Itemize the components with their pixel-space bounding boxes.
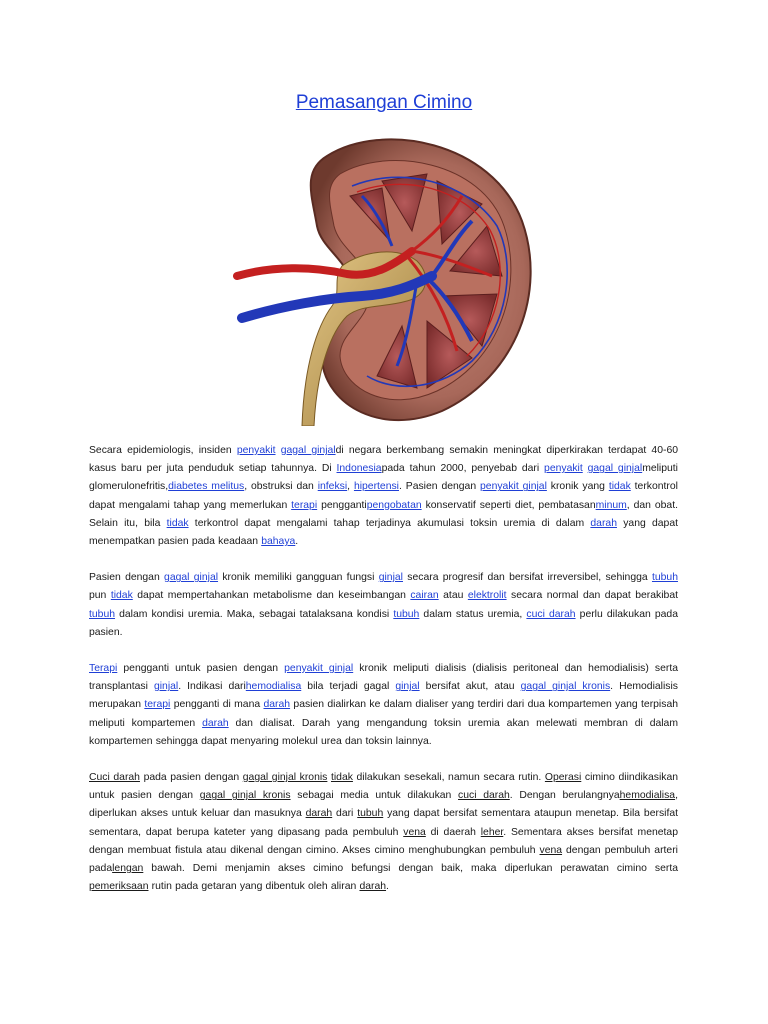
inline-link[interactable]: darah [202,717,229,729]
inline-link[interactable]: penyakit ginjal [284,663,354,675]
inline-link[interactable]: terapi [291,499,318,511]
inline-link[interactable]: pengobatan [366,499,422,511]
inline-link[interactable]: tidak [166,517,189,529]
inline-link[interactable]: tubuh [651,572,678,584]
underlined-term: pemeriksaan [89,881,149,893]
underlined-term: vena [403,826,426,838]
underlined-term: Cuci darah [89,772,140,784]
article-body [89,442,678,914]
inline-link[interactable]: infeksi [317,481,348,493]
inline-link[interactable]: gagal ginjal [164,572,219,584]
inline-link[interactable]: ginjal [153,681,179,693]
underlined-term: darah [359,881,387,893]
paragraph-1: Secara epidemiologis, insiden penyakit gagal ginjaldi negara berkembang semakin meningkat diperkirakan terdapat 40-60 kasus baru per juta penduduk setiap tahunnya. Di Indonesiapada tahun 2000, penyebab dari penyakit gagal ginjalmeliputi glomerulonefritis,diabetes melitus, obstruksi dan infeksi, hipertensi. Pasien dengan penyakit ginjal kronik yang tidak terkontrol dapat mengalami tahap yang memerlukan terapi penggantipengobatan konservatif seperti diet, pembatasanminum, dan obat. Selain itu, bila tidak terkontrol dapat mengalami tahap terjadinya akumulasi toksin uremia di dalam darah yang dapat menempatkan pasien pada keadaan bahaya. [89,445,679,548]
inline-link[interactable]: ginjal [395,681,420,693]
underlined-term: tidak [330,772,353,784]
paragraph-3: Terapi pengganti untuk pasien dengan penyakit ginjal kronik meliputi dialisis (dialisis peritoneal dan hemodialisis) serta transplantasi ginjal. Indikasi darihemodialisa bila terjadi gagal ginjal bersifat akut, atau gagal ginjal kronis. Hemodialisis merupakan terapi pengganti di mana darah pasien dialirkan ke dalam dialiser yang terdiri dari dua kompartemen yang terpisah meliputi kompartemen darah dan dialisat. Darah yang mengandung toksin uremia akan melewati membran di dalam kompartemen sehingga dapat menyaring molekul urea dan toksin lainnya. [89,663,678,747]
inline-link[interactable]: ginjal [378,572,403,584]
inline-link[interactable]: cuci darah [526,608,576,620]
inline-link[interactable]: tubuh [89,608,116,620]
paragraph-2: Pasien dengan gagal ginjal kronik memiliki gangguan fungsi ginjal secara progresif dan bersifat irreversibel, sehingga tubuh pun tidak dapat mempertahankan metabolisme dan keseimbangan cairan atau elektrolit secara normal dan dapat berakibat tubuh dalam kondisi uremia. Maka, sebagai tatalaksana kondisi tubuh dalam status uremia, cuci darah perlu dilakukan pada pasien. [89,572,678,638]
underlined-term: lengan [112,863,144,875]
inline-link[interactable]: tidak [608,481,631,493]
inline-link[interactable]: gagal ginjal [280,445,336,456]
inline-link[interactable]: Indonesia [336,463,382,475]
inline-link[interactable]: minum [595,499,627,511]
inline-link[interactable]: penyakit ginjal [480,481,547,493]
underlined-term: gagal ginjal kronis [242,772,328,784]
kidney-illustration [232,126,542,426]
inline-link[interactable]: darah [263,699,291,711]
inline-link[interactable]: bahaya [261,536,296,548]
underlined-term: tubuh [357,808,384,820]
underlined-term: leher [480,826,504,838]
inline-link[interactable]: hipertensi [353,481,399,493]
paragraph-4: Cuci darah pada pasien dengan gagal ginjal kronis tidak dilakukan sesekali, namun secara rutin. Operasi cimino diindikasikan untuk pasien dengan gagal ginjal kronis sebagai media untuk dilakukan cuci darah. Dengan berulangnyahemodialisa, diperlukan akses untuk keluar dan masuknya darah dari tubuh yang dapat bersifat sementara ataupun menetap. Bila bersifat sementara, dapat berupa kateter yang dipasang pada pembuluh vena di daerah leher. Sementara akses bersifat menetap dengan membuat fistula atau dikenal dengan cimino. Akses cimino menghubungkan pembuluh vena dengan pembuluh arteri padalengan bawah. Demi menjamin akses cimino befungsi dengan baik, maka diperlukan perawatan cimino serta pemeriksaan rutin pada getaran yang dibentuk oleh aliran darah. [89,772,679,893]
inline-link[interactable]: cairan [410,590,439,602]
inline-link[interactable]: diabetes melitus [168,481,245,493]
inline-link[interactable]: darah [590,517,617,529]
inline-link[interactable]: gagal ginjal kronis [520,681,611,693]
inline-link[interactable]: terapi [144,699,171,711]
inline-link[interactable]: elektrolit [467,590,507,602]
underlined-term: hemodialisa [619,790,676,802]
underlined-term: Operasi [544,772,582,784]
underlined-term: gagal ginjal kronis [199,790,291,802]
inline-link[interactable]: Terapi [89,663,118,675]
inline-link[interactable]: penyakit [236,445,276,456]
page-title[interactable]: Pemasangan Cimino [295,92,473,113]
inline-link[interactable]: hemodialisa [245,681,302,693]
inline-link[interactable]: penyakit [544,463,583,475]
underlined-term: cuci darah [458,790,510,802]
inline-link[interactable]: tubuh [393,608,420,620]
inline-link[interactable]: tidak [110,590,133,602]
inline-link[interactable]: gagal ginjal [587,463,643,475]
underlined-term: darah [305,808,333,820]
underlined-term: vena [539,844,563,856]
